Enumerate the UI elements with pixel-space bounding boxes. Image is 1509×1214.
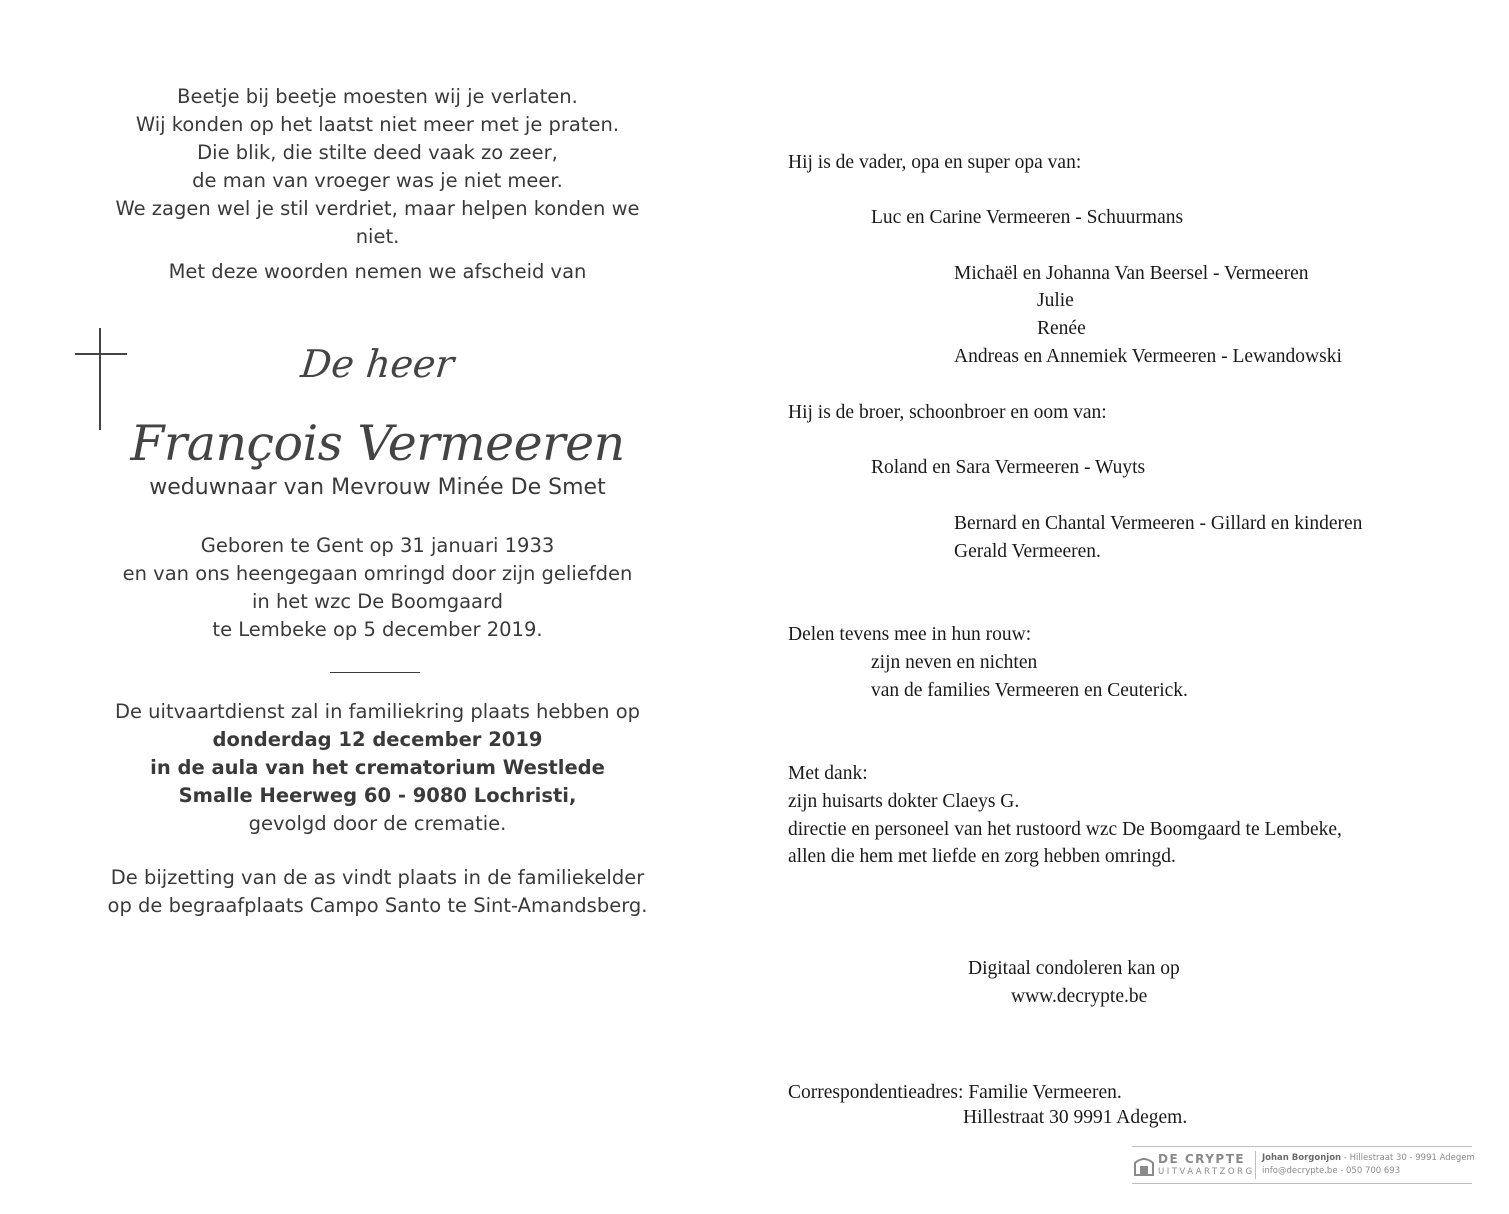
brother-heading: Hij is de broer, schoonbroer en oom van:: [788, 402, 1107, 423]
contact-email-phone: info@decrypte.be - 050 700 693: [1262, 1166, 1401, 1176]
family-line: Gerald Vermeeren.: [954, 541, 1101, 562]
intro-text: Met deze woorden nemen we afscheid van: [168, 260, 587, 283]
family-line: Renée: [1037, 318, 1086, 339]
share-line: van de families Vermeeren en Ceuterick.: [871, 680, 1188, 701]
share-heading: Delen tevens mee in hun rouw:: [788, 624, 1032, 645]
family-line: Bernard en Chantal Vermeeren - Gillard en kinderen: [954, 513, 1363, 534]
birth-line: Geboren te Gent op 31 januari 1933: [200, 534, 555, 557]
birth-info: [100, 532, 655, 644]
burial-line: De bijzetting van de as vindt plaats in de familiekelder: [110, 866, 645, 889]
birth-line: in het wzc De Boomgaard: [251, 590, 504, 613]
brand-name: DE CRYPTE: [1158, 1152, 1246, 1166]
deceased-name: François Vermeeren: [130, 415, 625, 472]
condolence-text: Digitaal condoleren kan op: [968, 958, 1180, 979]
share-line: zijn neven en nichten: [871, 652, 1038, 673]
poem-line: Beetje bij beetje moesten wij je verlaten.: [177, 85, 578, 108]
family-line: Luc en Carine Vermeeren - Schuurmans: [871, 207, 1184, 228]
poem-line: We zagen wel je stil verdriet, maar helpen konden we niet.: [115, 197, 640, 248]
family-line: Roland en Sara Vermeeren - Wuyts: [871, 457, 1146, 478]
correspondence-line: Correspondentieadres: Familie Vermeeren.: [788, 1082, 1122, 1103]
correspondence-address: Hillestraat 30 9991 Adegem.: [963, 1107, 1188, 1128]
family-line: Julie: [1037, 290, 1074, 311]
birth-line: te Lembeke op 5 december 2019.: [212, 618, 543, 641]
contact-address: - Hillestraat 30 - 9991 Adegem: [1341, 1153, 1475, 1163]
separator: [1255, 1151, 1256, 1179]
service-info: [100, 698, 655, 838]
father-heading: Hij is de vader, opa en super opa van:: [788, 152, 1082, 173]
poem-line: Die blik, die stilte deed vaak zo zeer,: [197, 141, 558, 164]
family-line: Andreas en Annemiek Vermeeren - Lewandowski: [954, 346, 1342, 367]
brand-subtitle: UITVAARTZORG: [1158, 1167, 1255, 1177]
contact-name: Johan Borgonjon: [1262, 1153, 1342, 1163]
service-line: De uitvaartdienst zal in familiekring plaats hebben op: [114, 700, 641, 723]
funeral-home-footer: [1132, 1146, 1475, 1184]
building-icon: [1134, 1154, 1154, 1176]
honorific-title: De heer: [298, 342, 457, 386]
thanks-heading: Met dank:: [788, 763, 868, 784]
widower-line: weduwnaar van Mevrouw Minée De Smet: [149, 475, 606, 500]
burial-line: op de begraafplaats Campo Santo te Sint-Amandsberg.: [107, 894, 648, 917]
poem: [100, 83, 655, 251]
service-date: donderdag 12 december 2019: [212, 728, 543, 751]
burial-info: [100, 864, 655, 920]
website-link[interactable]: www.decrypte.be: [1011, 986, 1148, 1007]
birth-line: en van ons heengegaan omringd door zijn geliefden: [122, 562, 633, 585]
poem-line: Wij konden op het laatst niet meer met je praten.: [135, 113, 620, 136]
service-venue: in de aula van het crematorium Westlede: [150, 756, 605, 779]
thanks-line: zijn huisarts dokter Claeys G.: [788, 791, 1020, 812]
service-address: Smalle Heerweg 60 - 9080 Lochristi,: [178, 784, 577, 807]
thanks-line: allen die hem met liefde en zorg hebben omringd.: [788, 846, 1176, 867]
poem-line: de man van vroeger was je niet meer.: [192, 169, 563, 192]
divider: [330, 672, 420, 673]
family-line: Michaël en Johanna Van Beersel - Vermeeren: [954, 263, 1309, 284]
thanks-line: directie en personeel van het rustoord wzc De Boomgaard te Lembeke,: [788, 819, 1342, 840]
service-line: gevolgd door de crematie.: [248, 812, 507, 835]
contact-line: [1262, 1153, 1475, 1163]
